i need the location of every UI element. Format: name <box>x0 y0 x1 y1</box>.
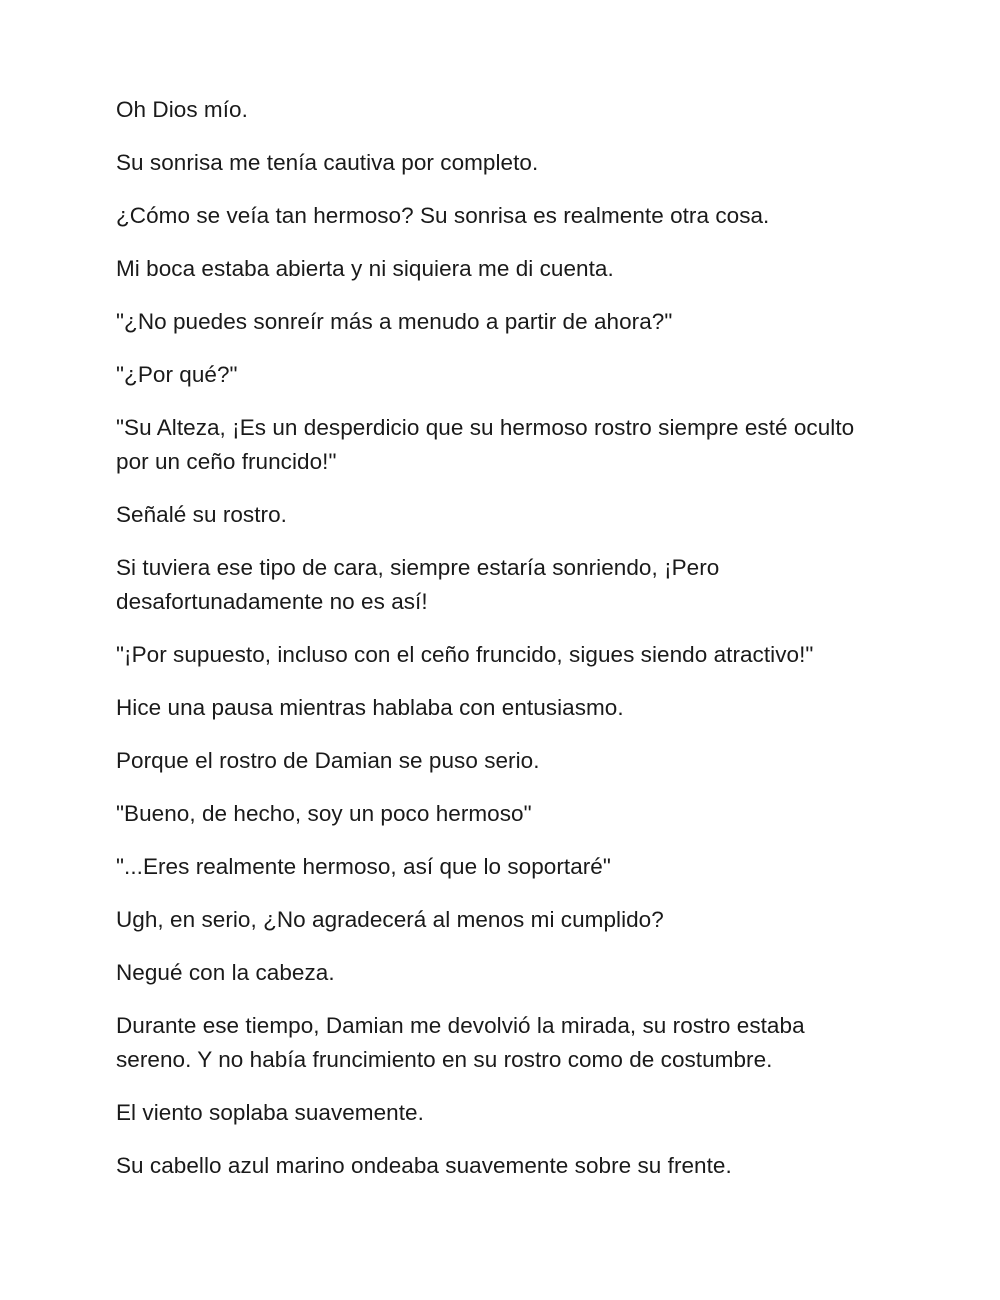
paragraph: Oh Dios mío. <box>116 97 248 122</box>
paragraph: Su cabello azul marino ondeaba suavemente sobre su frente. <box>116 1153 732 1178</box>
paragraph: Durante ese tiempo, Damian me devolvió la mirada, su rostro estaba sereno. Y no había fruncimiento en su rostro como de costumbre. <box>116 1013 805 1072</box>
paragraph: "Bueno, de hecho, soy un poco hermoso" <box>116 801 532 826</box>
paragraph: Señalé su rostro. <box>116 502 287 527</box>
paragraph: Hice una pausa mientras hablaba con entusiasmo. <box>116 695 624 720</box>
paragraph: Mi boca estaba abierta y ni siquiera me di cuenta. <box>116 256 614 281</box>
paragraph: "¡Por supuesto, incluso con el ceño fruncido, sigues siendo atractivo!" <box>116 642 814 667</box>
paragraph: Si tuviera ese tipo de cara, siempre estaría sonriendo, ¡Pero desafortunadamente no es así! <box>116 555 720 614</box>
paragraph: "...Eres realmente hermoso, así que lo soportaré" <box>116 854 611 879</box>
paragraph: Su sonrisa me tenía cautiva por completo. <box>116 150 539 175</box>
paragraph: El viento soplaba suavemente. <box>116 1100 424 1125</box>
document-body <box>116 93 886 1202</box>
paragraph: "Su Alteza, ¡Es un desperdicio que su hermoso rostro siempre esté oculto por un ceño fruncido!" <box>116 415 855 474</box>
paragraph: Porque el rostro de Damian se puso serio. <box>116 748 540 773</box>
paragraph: ¿Cómo se veía tan hermoso? Su sonrisa es realmente otra cosa. <box>116 203 770 228</box>
paragraph: "¿Por qué?" <box>116 362 238 387</box>
paragraph: Negué con la cabeza. <box>116 960 335 985</box>
paragraph: "¿No puedes sonreír más a menudo a partir de ahora?" <box>116 309 673 334</box>
paragraph: Ugh, en serio, ¿No agradecerá al menos mi cumplido? <box>116 907 664 932</box>
